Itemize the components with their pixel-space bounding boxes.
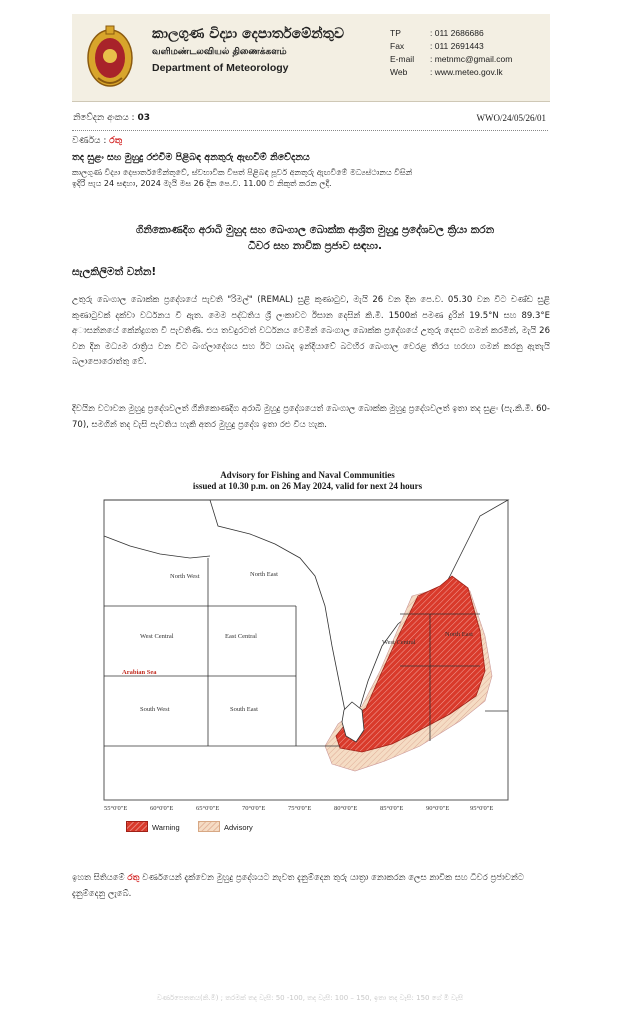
dept-name-sinhala: කාලගුණ විද්‍යා දෙපාර්තමේන්තුව xyxy=(152,26,345,42)
notice-number: නිවේදන අංකය : 03 xyxy=(73,113,150,123)
paragraph-cyclone: උතුරු බෙංගාල බොක්ක ප්‍රදේශයේ පැවති "රිමල්" (REMAL) සුළි කුණාටුව, මැයි 26 වන දින පෙ.ව. 05.30 වන විට චණ්ඩ සුළි කුණාටුවක් දක්වා වර්ධනය වී ඇත. මෙම පද්ධතිය ශ්‍රී ලංකාවට ඊසාන දෙසින් කි.මී. 1500ක් පමණ දුරින් 19.5°N සහ 89.3°E අාසන්නයේ කේන්ද්‍රගත වී පැවතිණි. එය තවදුරටත් වර්ධනය වෙමින් බෙංගාල බොක්ක ප්‍රදේශයේ උතුරු දෙසට ගමන් කරමින්, මැයි 26 වන දින මධ්‍යම රාත්‍රිය වන විට බංග්ලාදේශය සහ ඊට යාබද ඉන්දියාවේ බටහිර බෙංගාල වෙරළ තීරය හරහා ගමන් කරනු ඇතැයි බලාපොරොත්තු වේ. xyxy=(72,295,550,367)
department-names xyxy=(152,26,344,74)
label-north-east: North East xyxy=(250,571,278,578)
colour-code: වර්ණය : රතු xyxy=(72,136,123,146)
lon-label: 70°0'0"E xyxy=(242,805,266,812)
sri-lanka-emblem-icon xyxy=(84,22,136,90)
notice-title: තද සුළං සහ මුහුදු රළුවීම පිළිබඳ අනතුරු ඇඟවීම් නිවේදනය xyxy=(72,152,310,163)
paragraph-winds: දිවයින වටාවන මුහුදු ප්‍රදේශවලත් ගිනිකොණදිග අරාබි මුහුදු ප්‍රදේශයෙත් බෙංගාල බොක්ක මුහුදු ප්‍රදේශවලත් ඉතා තද සුළං (පැ.කි.මී. 60-70), සමගින් තද වැසි පැවතිය හැකි අතර මුහුදු ප්‍රදේශ ඉතා රළු විය හැක. xyxy=(72,404,550,430)
dept-name-tamil: வளிமண்டலவியல் திணைக்களம் xyxy=(152,47,287,57)
label-north-west: North West xyxy=(170,573,200,580)
legend-advisory-label: Advisory xyxy=(224,823,253,832)
lon-label: 55°0'0"E xyxy=(104,805,128,812)
colour-value: රතු xyxy=(109,136,123,146)
legend-advisory-swatch xyxy=(198,821,220,832)
legend-warning-label: Warning xyxy=(152,823,180,832)
closing-paragraph: ඉහත සිතියමේ රතු වර්ණයෙන් දැක්වෙන මුහුදු ප්‍රදේශයට නැවත දැනුම්දෙන තුරු යාත්‍රා නොකරන ලෙස නාවික සහ ධීවර ප්‍රජාවන්ට දැනුම්දෙනු ලැබේ. xyxy=(72,873,524,899)
lon-label: 65°0'0"E xyxy=(196,805,220,812)
dept-name-english: Department of Meteorology xyxy=(152,62,289,74)
attention-heading: සැලකිලිමත් වන්න! xyxy=(72,266,157,278)
map-legend xyxy=(126,820,426,836)
closing-red-word: රතු xyxy=(127,873,140,883)
lon-label: 95°0'0"E xyxy=(470,805,494,812)
lon-label: 60°0'0"E xyxy=(150,805,174,812)
contact-web: Web : www.meteo.gov.lk xyxy=(390,67,503,77)
footer-note: වර්ණපෙතතය(කි.මී) ; තරමක් තද වැසි: 50 -100, තද වැසි: 100 – 150, ඉතා තද වැසි: 150 ගේ මි වැසි xyxy=(157,994,463,1002)
label-east-central: East Central xyxy=(225,633,257,640)
longitude-labels xyxy=(104,805,493,812)
notice-subtitle: කාලගුණ විද්‍යා දෙපාර්තමේන්තුවේ, ස්වභාවික විපත් පිළිබඳ පූර්ව අනතුරු ඇඟවීමේ මධ්‍යස්ථානය විසින් ඉදිරි පැය 24 සඳහා, 2024 මැයි මස 26 දින පෙ.ව. 11.00 ට නිකුත් කරන ලදී. xyxy=(72,168,413,188)
reference-code: WWO/24/05/26/01 xyxy=(476,113,546,123)
contact-block xyxy=(390,28,512,80)
letterhead xyxy=(72,14,550,102)
lon-label: 90°0'0"E xyxy=(426,805,450,812)
label-south-east: South East xyxy=(230,706,258,713)
divider xyxy=(72,130,548,131)
lon-label: 80°0'0"E xyxy=(334,805,358,812)
label-arabian-sea: Arabian Sea xyxy=(122,669,157,676)
contact-fax: Fax : 011 2691443 xyxy=(390,41,484,51)
legend-warning-swatch xyxy=(126,821,148,832)
map-title: Advisory for Fishing and Naval Communities issued at 10.30 p.m. on 26 May 2024, valid for next 24 hours xyxy=(192,470,423,491)
contact-tp: TP : 011 2686686 xyxy=(390,28,484,38)
contact-email: E-mail : metnmc@gmail.com xyxy=(390,54,513,64)
lon-label: 75°0'0"E xyxy=(288,805,312,812)
lon-label: 85°0'0"E xyxy=(380,805,404,812)
label-bay-west-central: West Central xyxy=(382,639,416,646)
label-south-west: South West xyxy=(140,706,170,713)
label-west-central: West Central xyxy=(140,633,174,640)
notice-reference-row xyxy=(73,113,546,127)
audience-heading: ගිනිකොණදිග අරාබි මුහුද සහ බෙංගාල බොක්ක ආශ්‍රිත මුහුදු ප්‍රදේශවල ක්‍රියා කරන ධීවර සහ නාවික ප්‍රජාව සඳහා. xyxy=(135,224,495,252)
label-bay-north-east: North East xyxy=(445,631,473,638)
advisory-map xyxy=(100,496,515,816)
